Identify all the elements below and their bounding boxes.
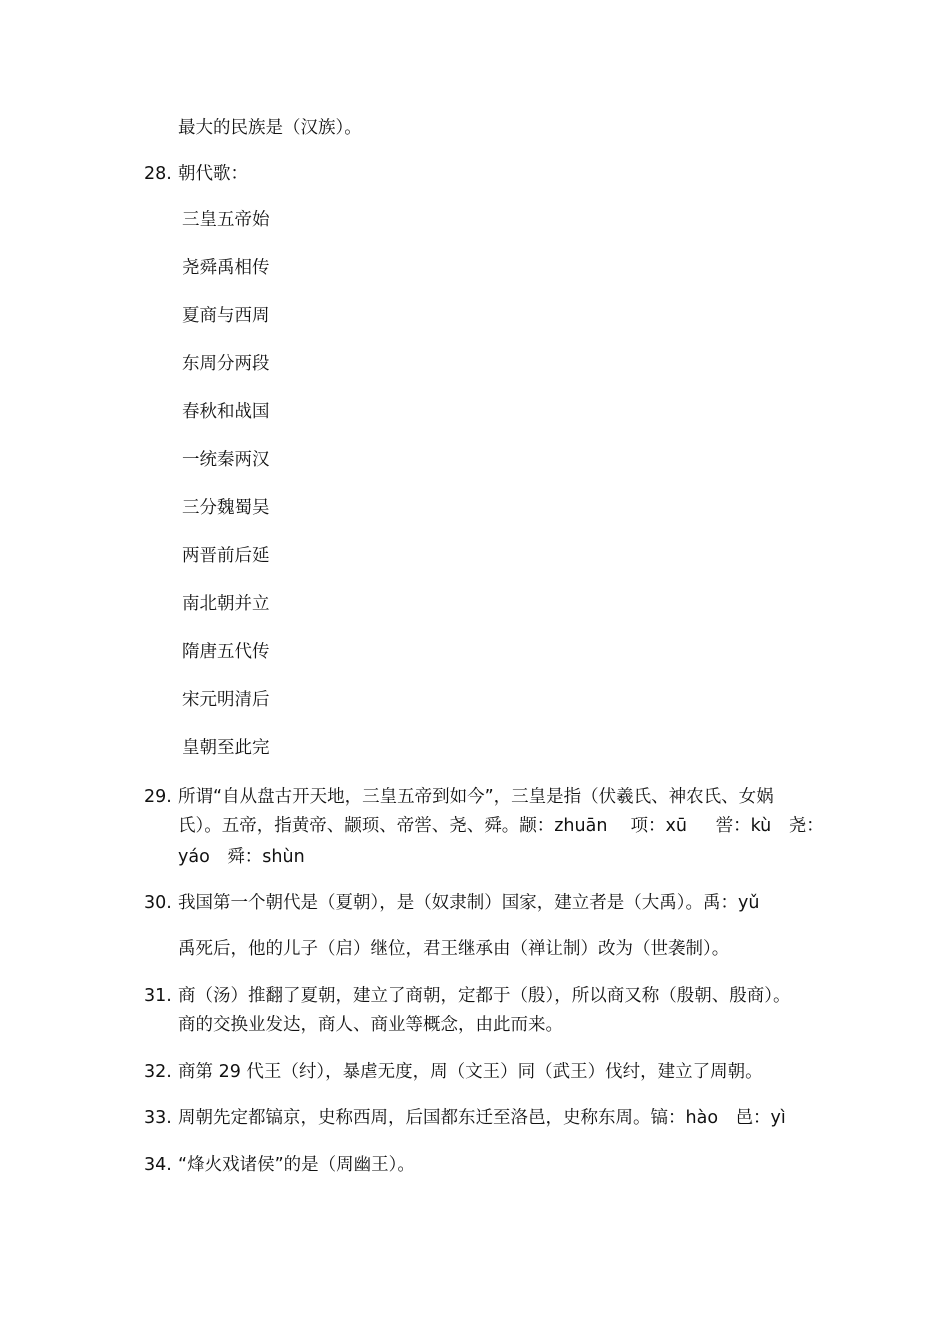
item-number-33: 33.	[144, 1108, 172, 1128]
item-number-34: 34.	[144, 1155, 172, 1175]
poem-line: 春秋和战国	[182, 402, 270, 422]
poem-line: 三皇五帝始	[182, 210, 270, 230]
intro-line: 最大的民族是（汉族）。	[178, 118, 362, 138]
item-29-line: 所谓“自从盘古开天地，三皇五帝到如今”，三皇是指（伏羲氏、神农氏、女娲	[178, 787, 774, 807]
poem-line: 南北朝并立	[182, 594, 270, 614]
item-29-line: yáo 舜：shùn	[178, 847, 305, 867]
poem-line: 隋唐五代传	[182, 642, 270, 662]
poem-line: 两晋前后延	[182, 546, 270, 566]
item-30-line: 我国第一个朝代是（夏朝），是（奴隶制）国家，建立者是（大禹）。禹：yǔ	[178, 893, 760, 913]
poem-line: 夏商与西周	[182, 306, 270, 326]
poem-line: 东周分两段	[182, 354, 270, 374]
item-31-line: 商的交换业发达，商人、商业等概念，由此而来。	[178, 1015, 563, 1035]
poem-line: 一统秦两汉	[182, 450, 270, 470]
item-33-line: 周朝先定都镐京，史称西周，后国都东迁至洛邑，史称东周。镐：hào 邑：yì	[178, 1108, 786, 1128]
item-29-line: 氏）。五帝，指黄帝、颛顼、帝喾、尧、舜。颛：zhuān 项：xū 喾：kù 尧：	[178, 816, 824, 836]
item-28-text: 朝代歌：	[178, 164, 248, 184]
item-31-line: 商（汤）推翻了夏朝，建立了商朝，定都于（殷），所以商又称（殷朝、殷商）。	[178, 986, 791, 1006]
item-number-31: 31.	[144, 986, 172, 1006]
item-number-32: 32.	[144, 1062, 172, 1082]
item-number-30: 30.	[144, 893, 172, 913]
item-34-line: “烽火戏诸侯”的是（周幽王）。	[178, 1155, 415, 1175]
poem-line: 宋元明清后	[182, 690, 270, 710]
item-number-29: 29.	[144, 787, 172, 807]
item-30-line: 禹死后，他的儿子（启）继位，君王继承由（禅让制）改为（世袭制）。	[178, 939, 730, 959]
item-number-28: 28.	[144, 164, 172, 184]
poem-line: 皇朝至此完	[182, 738, 270, 758]
poem-line: 尧舜禹相传	[182, 258, 270, 278]
poem-line: 三分魏蜀吴	[182, 498, 270, 518]
item-32-line: 商第 29 代王（纣），暴虐无度，周（文王）同（武王）伐纣，建立了周朝。	[178, 1062, 763, 1082]
